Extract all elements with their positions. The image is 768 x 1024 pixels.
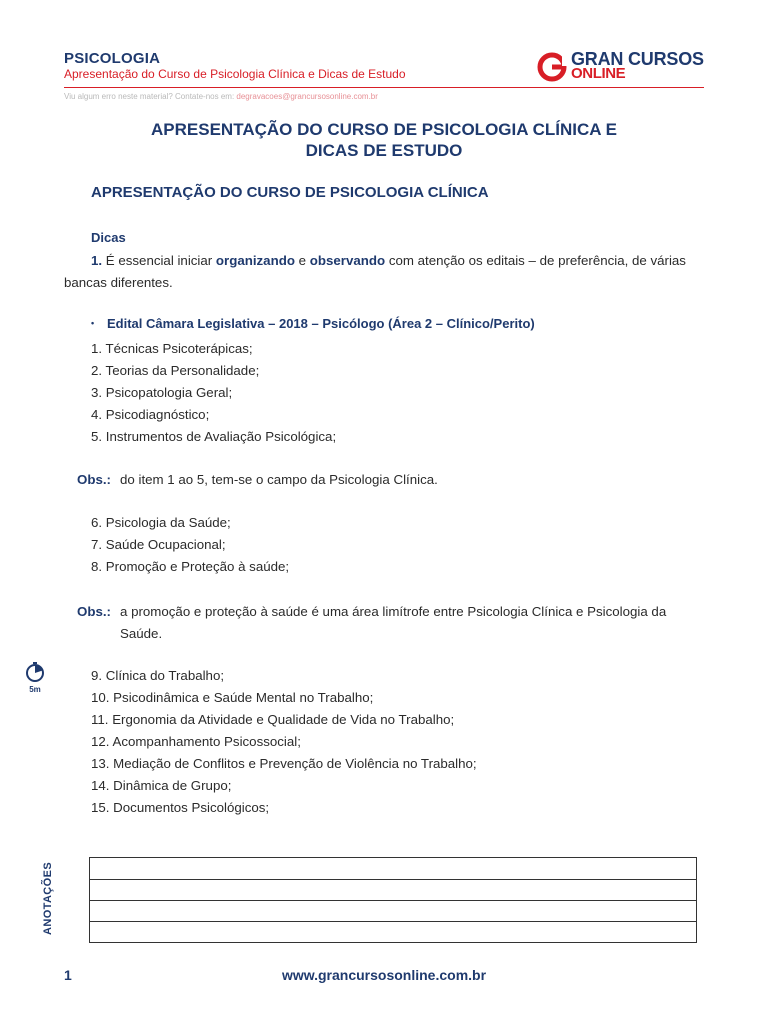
list-item: 11. Ergonomia da Atividade e Qualidade de Vida no Trabalho; <box>91 712 455 727</box>
list-item: 8. Promoção e Proteção à saúde; <box>91 559 290 574</box>
observation-note <box>77 469 712 491</box>
list-item: 3. Psicopatologia Geral; <box>91 385 233 400</box>
lesson-subtitle: Apresentação do Curso de Psicologia Clínica e Dicas de Estudo <box>64 67 406 81</box>
list-item: 4. Psicodiagnóstico; <box>91 407 210 422</box>
annotations-box[interactable] <box>89 857 697 943</box>
page-number: 1 <box>64 967 72 983</box>
section-title: APRESENTAÇÃO DO CURSO DE PSICOLOGIA CLÍNICA <box>91 184 489 201</box>
list-item: 9. Clínica do Trabalho; <box>91 668 225 683</box>
logo-g-icon <box>537 52 567 82</box>
bullet-icon: • <box>91 318 95 328</box>
footer-url-link[interactable]: www.grancursosonline.com.br <box>281 967 487 983</box>
annotation-line <box>90 921 696 922</box>
topic-list-clinical <box>91 338 336 448</box>
list-item: 7. Saúde Ocupacional; <box>91 537 226 552</box>
edital-title: Edital Câmara Legislativa – 2018 – Psicólogo (Área 2 – Clínico/Perito) <box>107 316 535 331</box>
intro-bold-organizando: organizando <box>215 253 295 268</box>
gran-cursos-logo[interactable] <box>537 49 712 83</box>
logo-wordmark: GRAN CURSOS <box>571 49 704 69</box>
observation-text: do item 1 ao 5, tem-se o campo da Psicologia Clínica. <box>120 472 438 487</box>
document-title-line-2: DICAS DE ESTUDO <box>305 141 463 160</box>
intro-text-3: com atenção os editais – de preferência, de várias bancas diferentes. <box>64 253 686 290</box>
list-item: 12. Acompanhamento Psicossocial; <box>91 734 301 749</box>
logo-wordmark-online: ONLINE <box>571 65 626 82</box>
subject-heading: PSICOLOGIA <box>64 50 161 67</box>
list-item: 14. Dinâmica de Grupo; <box>91 778 232 793</box>
edital-heading <box>91 316 535 331</box>
dicas-heading: Dicas <box>91 230 126 245</box>
observation-label: Obs.: <box>77 604 111 619</box>
stopwatch-icon <box>24 661 46 683</box>
observation-label: Obs.: <box>77 472 111 487</box>
annotations-label: ANOTAÇÕES <box>42 861 54 935</box>
observation-note <box>77 601 712 645</box>
intro-bold-observando: observando <box>309 253 386 268</box>
header-divider <box>64 87 704 88</box>
intro-paragraph <box>64 250 712 294</box>
topic-list-work <box>91 665 477 819</box>
error-notice <box>64 92 378 101</box>
list-item: 2. Teorias da Personalidade; <box>91 363 260 378</box>
list-item: 10. Psicodinâmica e Saúde Mental no Trabalho; <box>91 690 374 705</box>
intro-text-1: É essencial iniciar <box>102 253 216 268</box>
list-item: 13. Mediação de Conflitos e Prevenção de Violência no Trabalho; <box>91 756 477 771</box>
timer-marker <box>24 661 46 701</box>
timer-label: 5m <box>29 685 41 694</box>
list-item: 5. Instrumentos de Avaliação Psicológica; <box>91 429 337 444</box>
list-item: 15. Documentos Psicológicos; <box>91 800 270 815</box>
error-notice-email-link[interactable]: degravacoes@grancursosonline.com.br <box>236 92 378 101</box>
document-title <box>64 119 704 161</box>
observation-text: a promoção e proteção à saúde é uma área limítrofe entre Psicologia Clínica e Psicologia da Saúde. <box>120 604 667 641</box>
intro-number: 1. <box>91 253 103 268</box>
list-item: 1. Técnicas Psicoterápicas; <box>91 341 253 356</box>
annotation-line <box>90 879 696 880</box>
topic-list-health <box>91 512 289 578</box>
document-title-line-1: APRESENTAÇÃO DO CURSO DE PSICOLOGIA CLÍNICA E <box>151 120 617 139</box>
error-notice-text: Viu algum erro neste material? Contate-nos em: <box>64 92 237 101</box>
intro-text-2: e <box>294 253 310 268</box>
annotation-line <box>90 900 696 901</box>
list-item: 6. Psicologia da Saúde; <box>91 515 231 530</box>
